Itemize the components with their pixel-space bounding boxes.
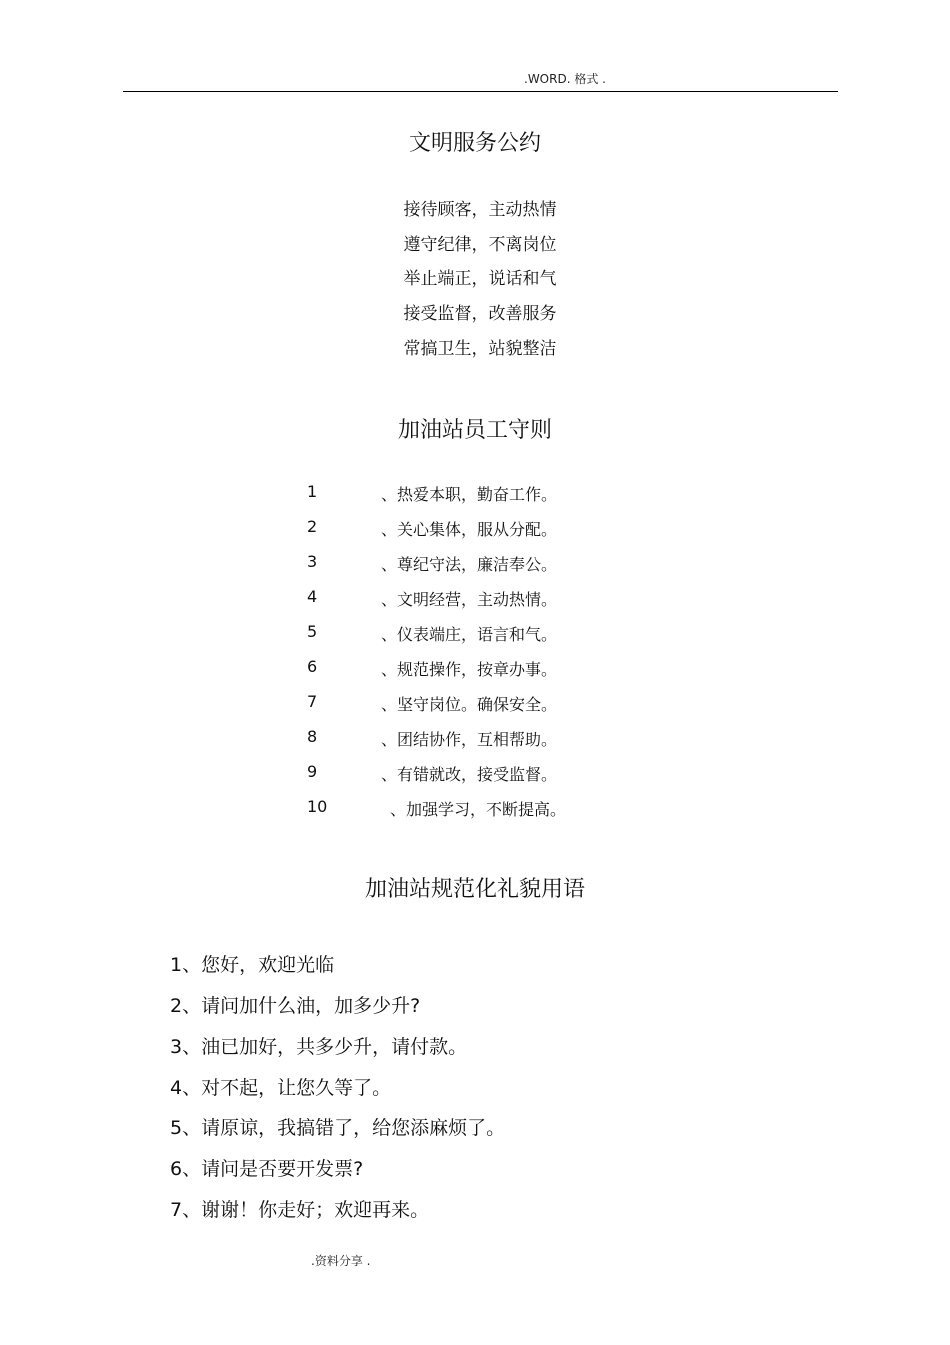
section-title-employee-rules: 加油站员工守则 (397, 418, 552, 443)
courtesy-phrase: 4、对不起，让您久等了。 (170, 1077, 392, 1099)
courtesy-phrase: 3、油已加好，共多少升，请付款。 (170, 1036, 468, 1058)
rule-text: 、关心集体，服从分配。 (381, 520, 558, 539)
rule-number: 3 (307, 552, 318, 571)
page-header: .WORD. 格式 . (524, 72, 606, 86)
pledge-line: 遵守纪律，不离岗位 (403, 235, 557, 255)
rule-number: 1 (307, 482, 318, 501)
header-divider (123, 91, 838, 92)
rule-text: 、规范操作，按章办事。 (381, 660, 558, 679)
rule-text: 、有错就改，接受监督。 (381, 765, 558, 784)
courtesy-phrase: 7、谢谢！你走好；欢迎再来。 (170, 1199, 430, 1221)
rule-text: 、文明经营，主动热情。 (381, 590, 558, 609)
rule-number: 10 (307, 797, 328, 816)
rule-number: 7 (307, 692, 318, 711)
courtesy-phrase: 1、您好，欢迎光临 (170, 954, 335, 976)
pledge-line: 常搞卫生，站貌整洁 (403, 339, 557, 359)
rule-text: 、加强学习，不断提高。 (390, 800, 567, 819)
pledge-line: 接受监督，改善服务 (403, 304, 557, 324)
rule-text: 、热爱本职，勤奋工作。 (381, 485, 558, 504)
rule-number: 5 (307, 622, 318, 641)
courtesy-phrase: 6、请问是否要开发票? (170, 1158, 364, 1180)
pledge-line: 接待顾客，主动热情 (403, 200, 557, 220)
section-title-service-pledge: 文明服务公约 (408, 131, 541, 156)
rule-number: 4 (307, 587, 318, 606)
courtesy-phrase: 5、请原谅，我搞错了，给您添麻烦了。 (170, 1117, 506, 1139)
pledge-line: 举止端正，说话和气 (403, 269, 557, 289)
section-title-courtesy-phrases: 加油站规范化礼貌用语 (364, 877, 585, 902)
page-footer: .资料分享 . (311, 1254, 371, 1268)
rule-number: 2 (307, 517, 318, 536)
rule-text: 、坚守岗位。确保安全。 (381, 695, 558, 714)
courtesy-phrase: 2、请问加什么油，加多少升? (170, 995, 421, 1017)
rule-number: 6 (307, 657, 318, 676)
rule-number: 9 (307, 762, 318, 781)
rule-text: 、团结协作，互相帮助。 (381, 730, 558, 749)
rule-text: 、尊纪守法，廉洁奉公。 (381, 555, 558, 574)
rule-number: 8 (307, 727, 318, 746)
rule-text: 、仪表端庄，语言和气。 (381, 625, 558, 644)
